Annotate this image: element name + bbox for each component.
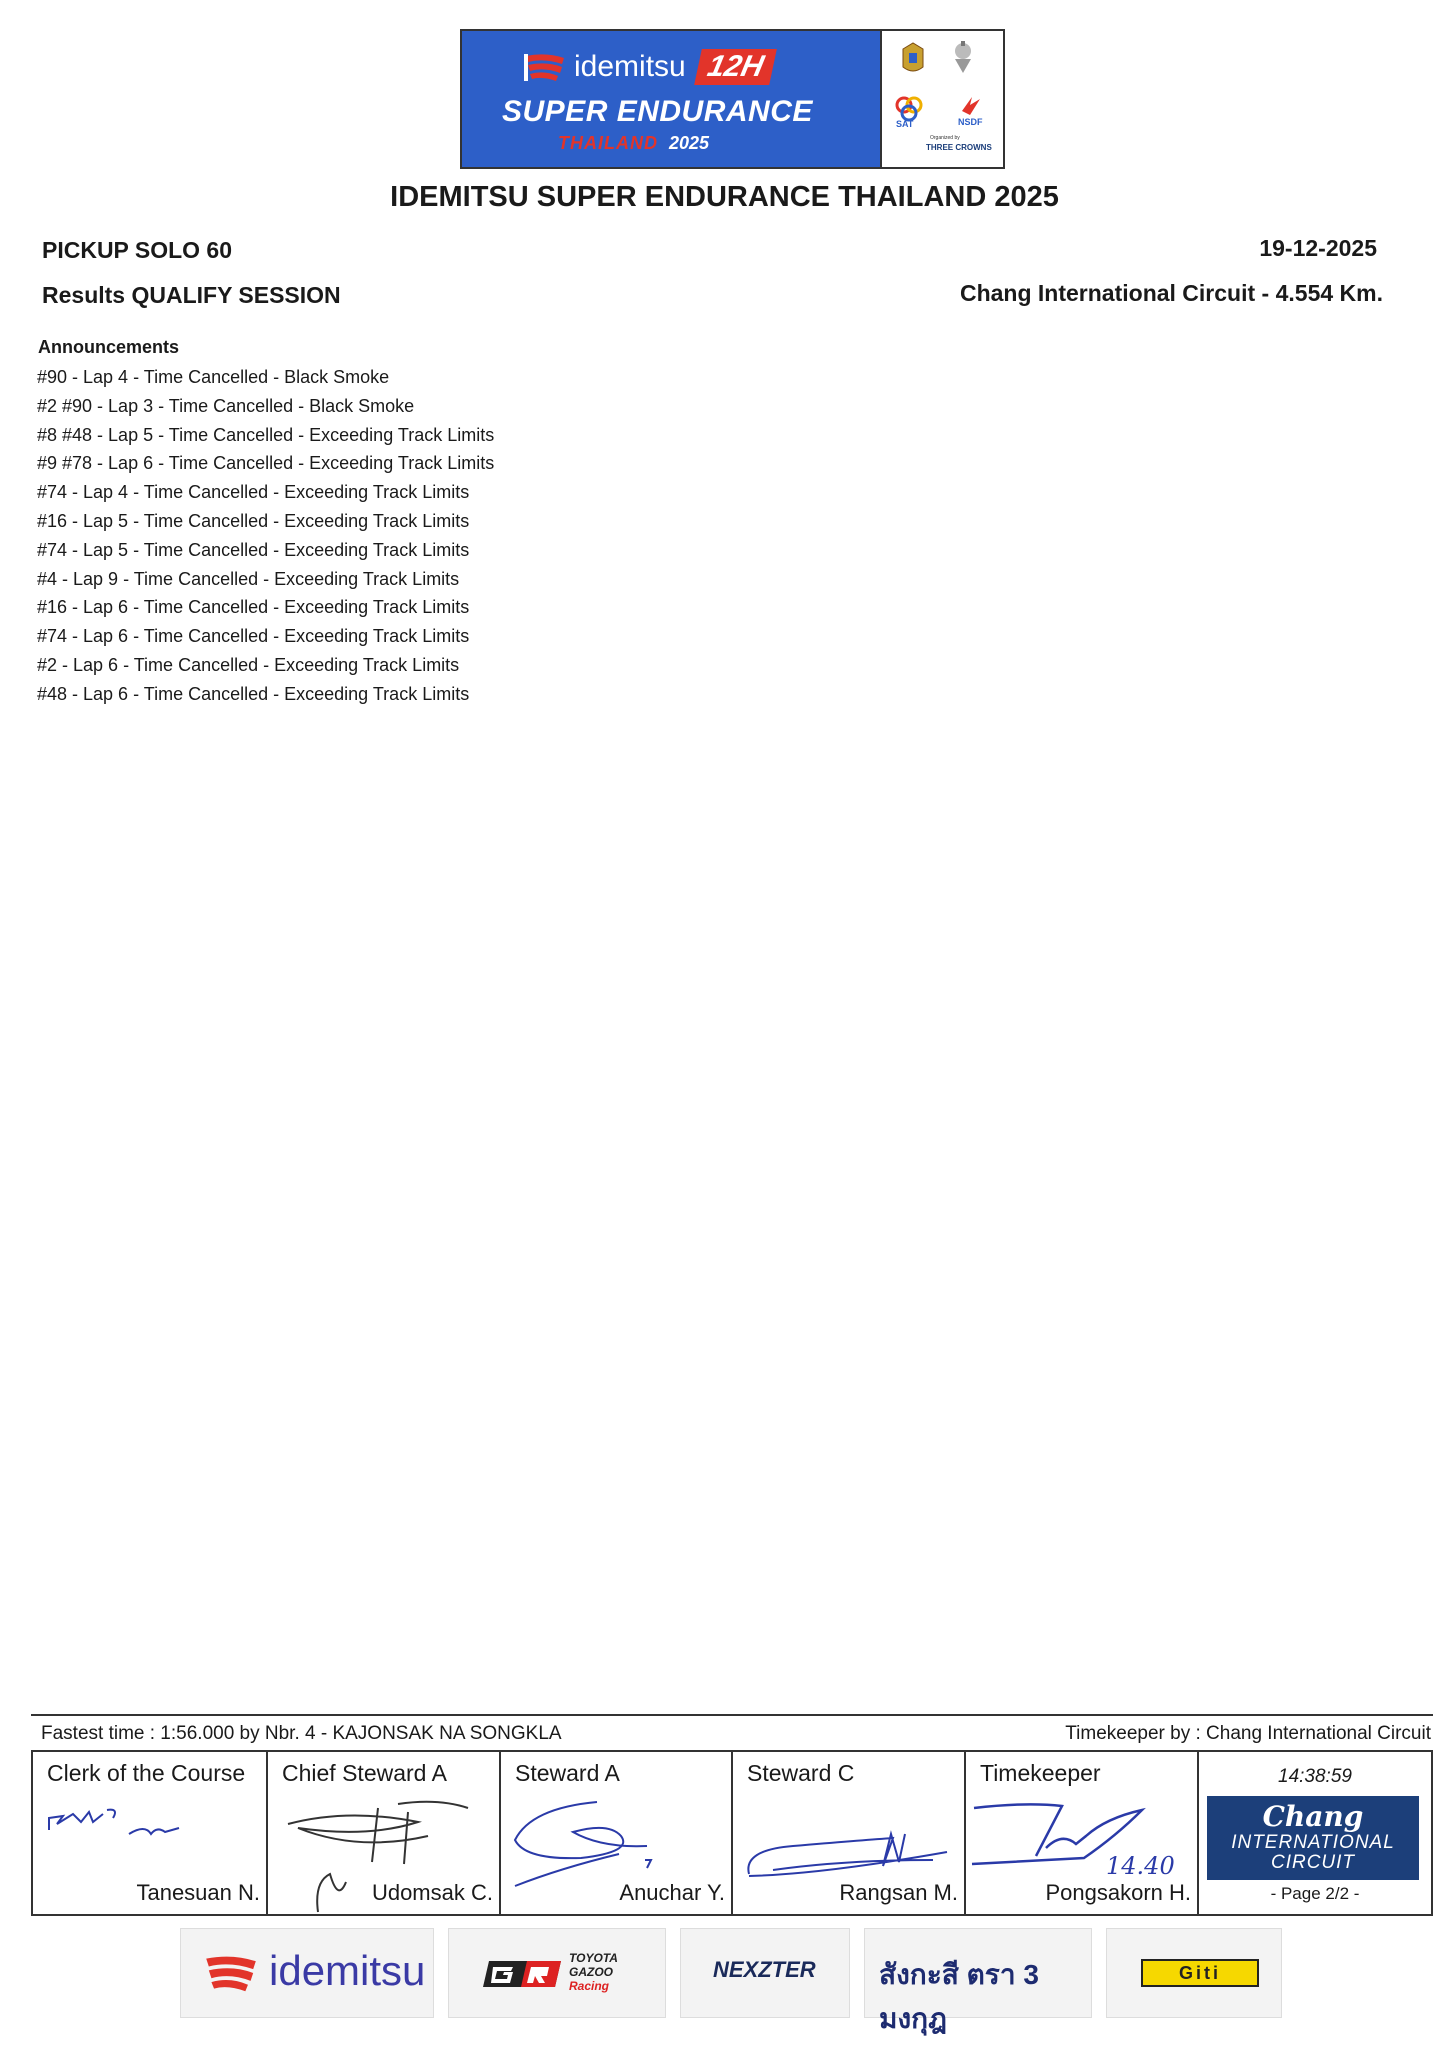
- page-number: - Page 2/2 -: [1270, 1884, 1360, 1903]
- sponsor-three-crowns-zinc: [864, 1928, 1092, 2034]
- sponsor-nexzter: [680, 1928, 850, 2018]
- sponsor-idemitsu: [180, 1928, 434, 2018]
- chang-logo-line2: INTERNATIONAL: [1231, 1832, 1395, 1853]
- announcement-item: #74 - Lap 5 - Time Cancelled - Exceeding Track Limits: [37, 539, 470, 560]
- chang-circuit-logo: [1207, 1796, 1419, 1880]
- timekeeper-by: Timekeeper by : Chang International Circuit: [1065, 1723, 1431, 1744]
- official-role: Timekeeper: [980, 1760, 1101, 1786]
- partner-logos: [886, 35, 1001, 165]
- organized-by-label: Organized by: [930, 135, 960, 141]
- category-label: PICKUP SOLO 60: [42, 237, 233, 263]
- series-year: 2025: [669, 133, 710, 153]
- chang-logo-line3: CIRCUIT: [1270, 1852, 1356, 1873]
- idemitsu-flag-icon: [522, 52, 568, 82]
- event-date: 19-12-2025: [1259, 235, 1377, 261]
- announcement-item: #2 - Lap 6 - Time Cancelled - Exceeding Track Limits: [37, 654, 460, 675]
- official-name: Anuchar Y.: [619, 1880, 725, 1905]
- series-title: SUPER ENDURANCE: [502, 95, 813, 128]
- event-banner: [460, 29, 1005, 169]
- thai-sponsor-text: สังกะสี ตรา 3 มงกุฎ: [879, 1959, 1039, 2034]
- sponsor-giti: [1106, 1928, 1282, 2018]
- official-name: Rangsan M.: [839, 1880, 958, 1905]
- official-role: Chief Steward A: [282, 1760, 447, 1786]
- announcement-item: #74 - Lap 4 - Time Cancelled - Exceeding Track Limits: [37, 482, 470, 503]
- official-name: Udomsak C.: [371, 1880, 493, 1905]
- announcement-item: #4 - Lap 9 - Time Cancelled - Exceeding Track Limits: [37, 568, 460, 589]
- giti-text: Giti: [1141, 1959, 1259, 1987]
- signature-cell-steward-c: [733, 1752, 966, 1914]
- official-name: Tanesuan N.: [136, 1880, 260, 1905]
- official-role: Clerk of the Course: [47, 1760, 246, 1786]
- banner-divider: [880, 31, 882, 167]
- official-name: Pongsakorn H.: [1045, 1880, 1191, 1905]
- sponsor-idemitsu-text: idemitsu: [269, 1947, 426, 1994]
- sponsor-toyota-gr: [448, 1928, 666, 2018]
- announcement-item: #16 - Lap 5 - Time Cancelled - Exceeding Track Limits: [37, 510, 470, 531]
- royal-crest-icon: [900, 41, 926, 75]
- announcement-item: #74 - Lap 6 - Time Cancelled - Exceeding Track Limits: [37, 626, 470, 647]
- fastest-time: Fastest time : 1:56.000 by Nbr. 4 - KAJONSAK NA SONGKLA: [41, 1723, 562, 1744]
- print-time: 14:38:59: [1278, 1766, 1352, 1787]
- signature-cell-timekeeper: [966, 1752, 1199, 1914]
- garuda-emblem-icon: [950, 39, 976, 75]
- circuit-label: Chang International Circuit - 4.554 Km.: [959, 280, 1383, 306]
- announcement-item: #16 - Lap 6 - Time Cancelled - Exceeding Track Limits: [37, 597, 470, 618]
- footer-rule: [31, 1714, 1433, 1716]
- series-country: THAILAND: [558, 133, 658, 153]
- toyota-line2: GAZOO: [569, 1965, 613, 1979]
- announcement-item: #2 #90 - Lap 3 - Time Cancelled - Black Smoke: [37, 395, 415, 416]
- nexzter-text: NEXZTER: [713, 1957, 816, 1982]
- toyota-line3: Racing: [569, 1979, 610, 1993]
- three-crowns-label: THREE CROWNS: [926, 143, 992, 152]
- twelve-hour-badge: 12H: [694, 49, 777, 85]
- nsdf-label: NSDF: [958, 117, 983, 127]
- page-title: IDEMITSU SUPER ENDURANCE THAILAND 2025: [390, 181, 1059, 213]
- official-role: Steward A: [515, 1760, 620, 1786]
- announcements-heading: Announcements: [38, 337, 180, 357]
- series-subtitle: [558, 133, 709, 154]
- signature-cell-chief-steward: [268, 1752, 501, 1914]
- nsdf-logo-icon: [958, 93, 984, 117]
- time-logo-cell: [1199, 1752, 1431, 1914]
- handwritten-time: 14.40: [1106, 1852, 1175, 1880]
- brand-row: [522, 49, 773, 85]
- banner-brand-text: idemitsu: [574, 50, 686, 83]
- signature-cell-steward-a: [501, 1752, 733, 1914]
- session-label: Results QUALIFY SESSION: [42, 282, 341, 308]
- announcements-list: [37, 363, 494, 709]
- announcement-item: #8 #48 - Lap 5 - Time Cancelled - Exceeding Track Limits: [37, 424, 495, 445]
- banner-blue-panel: [462, 31, 880, 167]
- signature-table: [31, 1750, 1433, 1916]
- chang-logo-line1: Chang: [1262, 1800, 1364, 1833]
- sponsor-strip: [180, 1928, 1282, 2034]
- sat-label: SAT: [896, 119, 914, 129]
- idemitsu-flag-icon: [201, 1949, 261, 1997]
- announcement-item: #48 - Lap 6 - Time Cancelled - Exceeding Track Limits: [37, 683, 470, 704]
- toyota-line1: TOYOTA: [569, 1951, 618, 1965]
- announcement-item: #9 #78 - Lap 6 - Time Cancelled - Exceeding Track Limits: [37, 453, 495, 474]
- gr-logo-icon: [483, 1959, 565, 1989]
- toyota-gazoo-racing-text: [569, 1951, 618, 1993]
- signature-cell-clerk: [33, 1752, 268, 1914]
- official-role: Steward C: [747, 1760, 855, 1786]
- announcement-item: #90 - Lap 4 - Time Cancelled - Black Smoke: [37, 367, 390, 387]
